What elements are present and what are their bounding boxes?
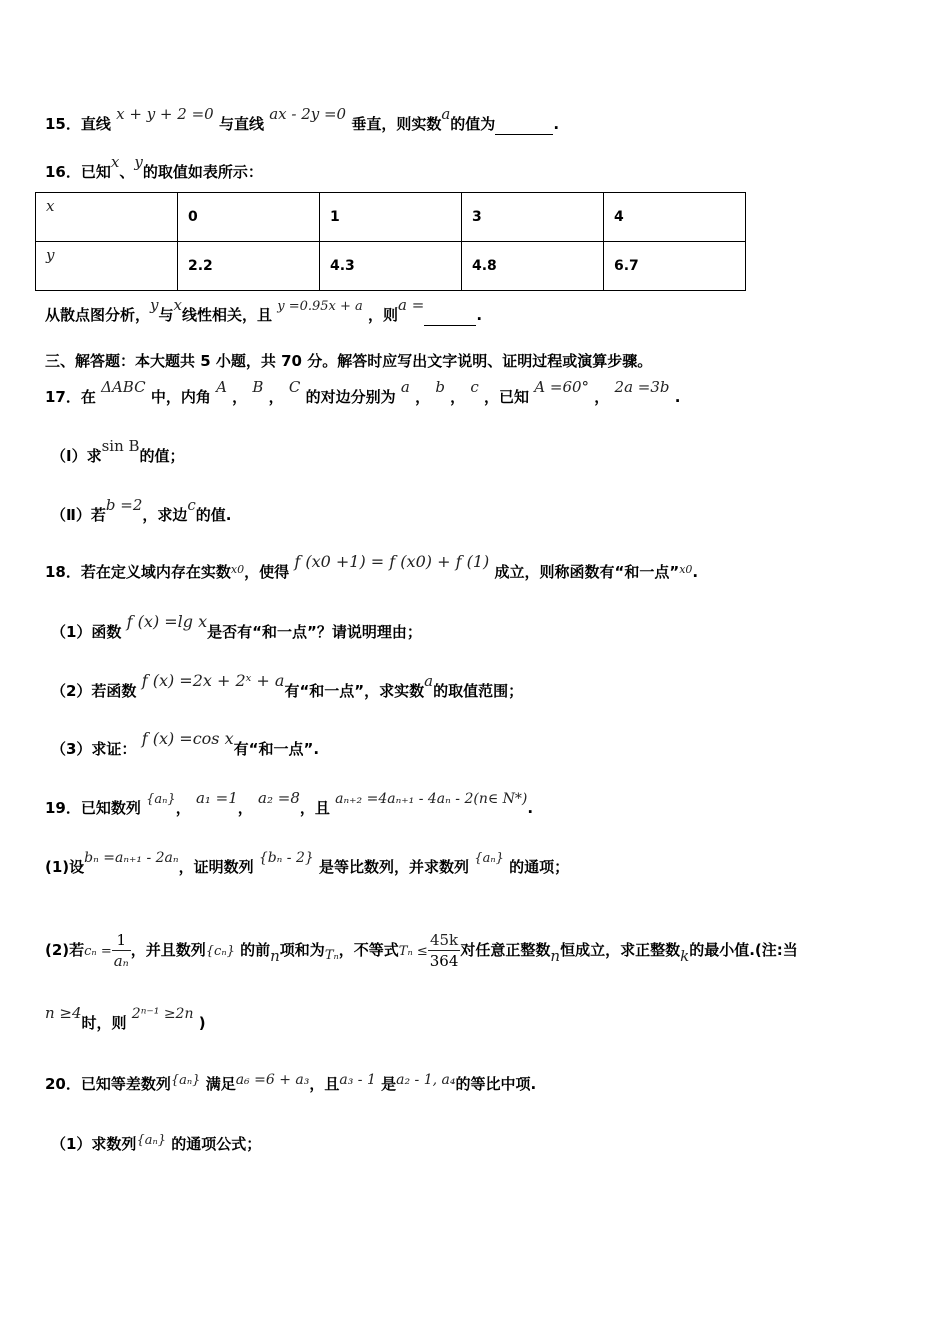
table-cell: 4 — [604, 193, 746, 242]
part-text: 对任意正整数 — [460, 941, 551, 959]
table-cell: 4.3 — [320, 242, 462, 291]
q17-line — [45, 378, 681, 407]
table-cell: y — [36, 242, 178, 291]
q15-text: 的值为 — [450, 115, 496, 133]
q15-line2-equation: ax - 2y =0 — [269, 105, 347, 123]
table-cell: 4.8 — [462, 242, 604, 291]
comma: ， — [268, 388, 284, 406]
q17-condition-1: A =60° — [534, 378, 590, 396]
part-label: （Ⅰ）求 — [51, 447, 102, 465]
q20-line — [45, 1074, 536, 1096]
q16-var-x: x — [110, 153, 120, 171]
q15-text: 垂直，则实数 — [351, 115, 442, 133]
q16-var-x: x — [173, 296, 182, 314]
part-label: (1)设 — [45, 858, 85, 876]
q17-side-b: b — [435, 378, 445, 396]
part-text: 的最小值.(注:当 — [689, 941, 798, 959]
q18-cos-function: f (x) =cos x — [141, 729, 234, 748]
q18-definition: f (x0 +1) = f (x0) + f (1) — [294, 552, 490, 571]
q15-line1-equation: x + y + 2 =0 — [116, 105, 214, 123]
q16-text: 从散点图分析， — [45, 306, 151, 324]
part-label: （1）求数列 — [51, 1135, 137, 1153]
comma: ， — [594, 388, 610, 406]
q15-period: . — [553, 115, 560, 133]
q17-text: 的对边分别为 — [305, 388, 396, 406]
q17-condition-2: 2a =3b — [614, 378, 670, 396]
part-label: (2)若 — [45, 941, 85, 959]
q19-cn-seq: {cₙ} — [205, 944, 235, 959]
q17-angle-c: C — [288, 378, 301, 396]
answer-blank — [424, 305, 476, 326]
part-text: 的前 — [240, 941, 271, 959]
q16-var-y: y — [134, 153, 143, 171]
q20-text: 满足 — [205, 1075, 236, 1093]
q18-exp-function: f (x) =2x + 2ˣ + a — [141, 671, 285, 690]
part-text: 恒成立，求正整数 — [560, 941, 681, 959]
q16-text: 的取值如表所示： — [142, 163, 263, 181]
q15-text: 与直线 — [218, 115, 264, 133]
q17-angle-b: B — [252, 378, 264, 396]
q19-cn: cₙ = — [84, 944, 112, 959]
q17-part2 — [51, 496, 232, 525]
q18-text: 若在定义域内存在实数 — [80, 563, 231, 581]
q20-text: ，且 — [309, 1075, 340, 1093]
part-text: 的通项； — [509, 858, 570, 876]
q16-text: ，则 — [368, 306, 399, 324]
comma: ， — [175, 799, 191, 817]
period: . — [674, 388, 681, 406]
q16-answer-eq: a = — [398, 296, 425, 314]
q17-number: 17． — [45, 388, 81, 406]
q17-triangle: ΔABC — [101, 378, 146, 396]
q20-terms: a₂ - 1, a₄ — [396, 1072, 456, 1088]
part-text: 项和为 — [279, 941, 325, 959]
q16-sep: 、 — [119, 163, 135, 181]
q18-text: ，使得 — [244, 563, 290, 581]
q18-text: 成立，则称函数有“和一点” — [494, 563, 680, 581]
q19-note-inequality: 2ⁿ⁻¹ ≥2n — [131, 1006, 194, 1022]
q19-recurrence: aₙ₊₂ =4aₙ₊₁ - 4aₙ - 2(n∈ N*) — [335, 791, 528, 807]
q15-variable: a — [441, 105, 451, 123]
part-label: （1）函数 — [51, 623, 122, 641]
part-text: ，求边 — [142, 506, 188, 524]
q19-tn-ineq: Tₙ ≤ — [398, 944, 428, 959]
table-cell: 0 — [178, 193, 320, 242]
q17-side-c: c — [187, 496, 196, 514]
q19-sequence: {aₙ} — [146, 792, 176, 807]
q19-n: n — [270, 947, 280, 965]
table-row — [36, 242, 746, 291]
table-cell: 6.7 — [604, 242, 746, 291]
q19-text: ，且 — [299, 799, 330, 817]
part-text: 时，则 — [81, 1014, 127, 1032]
q19-part2 — [45, 930, 798, 971]
section-heading: 三、解答题：本大题共 5 小题，共 70 分。解答时应写出文字说明、证明过程或演算步骤。 — [45, 352, 653, 370]
q20-term: a₃ - 1 — [339, 1072, 376, 1088]
q19-cn-fraction — [112, 930, 131, 971]
part-text: 的通项公式； — [171, 1135, 262, 1153]
part-text: 的值. — [195, 506, 232, 524]
q15-line — [45, 105, 560, 135]
q19-bound-fraction — [428, 930, 461, 971]
part-text: ，并且数列 — [130, 941, 206, 959]
q16-regression-equation: y =0.95x + a — [277, 299, 363, 314]
part-label: （3）求证： — [51, 740, 137, 758]
part-text: 是否有“和一点”？请说明理由； — [207, 623, 422, 641]
part-text: 有“和一点”. — [233, 740, 320, 758]
q17-part1 — [51, 437, 185, 466]
q19-note-condition: n ≥4 — [45, 1004, 82, 1022]
q19-bn-minus-2: {bₙ - 2} — [258, 850, 314, 866]
q16-text: 与 — [158, 306, 174, 324]
q18-line — [45, 552, 699, 584]
part-text: ，不等式 — [338, 941, 399, 959]
q19-number: 19． — [45, 799, 81, 817]
fraction-denominator: aₙ — [113, 952, 129, 970]
q20-sequence: {aₙ} — [170, 1073, 201, 1088]
answer-blank — [495, 114, 553, 135]
comma: ， — [450, 388, 466, 406]
q16-text: 已知 — [80, 163, 111, 181]
q19-tn: Tₙ — [324, 948, 339, 963]
comma: ， — [415, 388, 431, 406]
q19-a1: a₁ =1 — [195, 789, 238, 807]
q19-sequence: {aₙ} — [474, 851, 504, 866]
fraction-denominator: 364 — [429, 952, 459, 970]
q16-period: . — [476, 306, 483, 324]
q17-text: 中，内角 — [150, 388, 211, 406]
q18-part2 — [51, 671, 524, 701]
part-text: 是等比数列，并求数列 — [319, 858, 470, 876]
q16-var-y: y — [150, 296, 159, 314]
period: . — [692, 563, 699, 581]
fraction-numerator: 45k — [428, 930, 461, 951]
table-cell: 3 — [462, 193, 604, 242]
q20-sequence: {aₙ} — [136, 1133, 167, 1148]
q19-line — [45, 789, 534, 820]
q19-bn-def: bₙ =aₙ₊₁ - 2aₙ — [84, 850, 179, 866]
q20-text: 是 — [381, 1075, 397, 1093]
q18-part1 — [51, 612, 422, 642]
q18-var-a: a — [424, 672, 434, 690]
q20-condition-1: a₆ =6 + a₃ — [235, 1072, 310, 1088]
q16-text: 线性相关，且 — [181, 306, 272, 324]
q16-line — [45, 153, 263, 182]
comma: ， — [232, 388, 248, 406]
q19-note — [45, 1004, 206, 1034]
q15-text: 直线 — [80, 115, 111, 133]
q20-text: 已知等差数列 — [80, 1075, 171, 1093]
q20-number: 20． — [45, 1075, 81, 1093]
table-cell: 2.2 — [178, 242, 320, 291]
q17-side-a: a — [400, 378, 410, 396]
fraction-numerator: 1 — [112, 930, 131, 951]
table-row — [36, 193, 746, 242]
table-cell: x — [36, 193, 178, 242]
q17-text: ，已知 — [484, 388, 530, 406]
part-text: 有“和一点”，求实数 — [284, 682, 425, 700]
q17-side-c: c — [470, 378, 479, 396]
q18-x0: x0 — [230, 563, 245, 576]
q20-part1 — [51, 1134, 261, 1156]
q16-number: 16． — [45, 163, 81, 181]
q20-text: 的等比中项. — [455, 1075, 537, 1093]
q16-line2 — [45, 296, 483, 327]
q17-angle-a: A — [216, 378, 227, 396]
part-label: （Ⅱ）若 — [51, 506, 106, 524]
q19-k: k — [680, 947, 690, 965]
value-table — [35, 192, 746, 291]
q17-sinb: sin B — [101, 437, 140, 455]
part-text: 的值； — [139, 447, 185, 465]
part-text: ) — [198, 1014, 206, 1032]
q19-text: 已知数列 — [80, 799, 141, 817]
q19-n: n — [550, 947, 561, 965]
q19-part1 — [45, 850, 570, 879]
period: . — [527, 799, 534, 817]
comma: ， — [237, 799, 253, 817]
q17-b-value: b =2 — [105, 496, 143, 514]
q18-number: 18． — [45, 563, 81, 581]
q18-lg-function: f (x) =lg x — [126, 612, 208, 631]
part-label: （2）若函数 — [51, 682, 137, 700]
part-text: ，证明数列 — [178, 858, 254, 876]
q18-part3 — [51, 729, 320, 759]
part-text: 的取值范围； — [433, 682, 524, 700]
q17-text: 在 — [80, 388, 96, 406]
q15-number: 15． — [45, 115, 81, 133]
q19-a2: a₂ =8 — [258, 789, 300, 807]
q18-x0: x0 — [679, 563, 693, 576]
table-cell: 1 — [320, 193, 462, 242]
